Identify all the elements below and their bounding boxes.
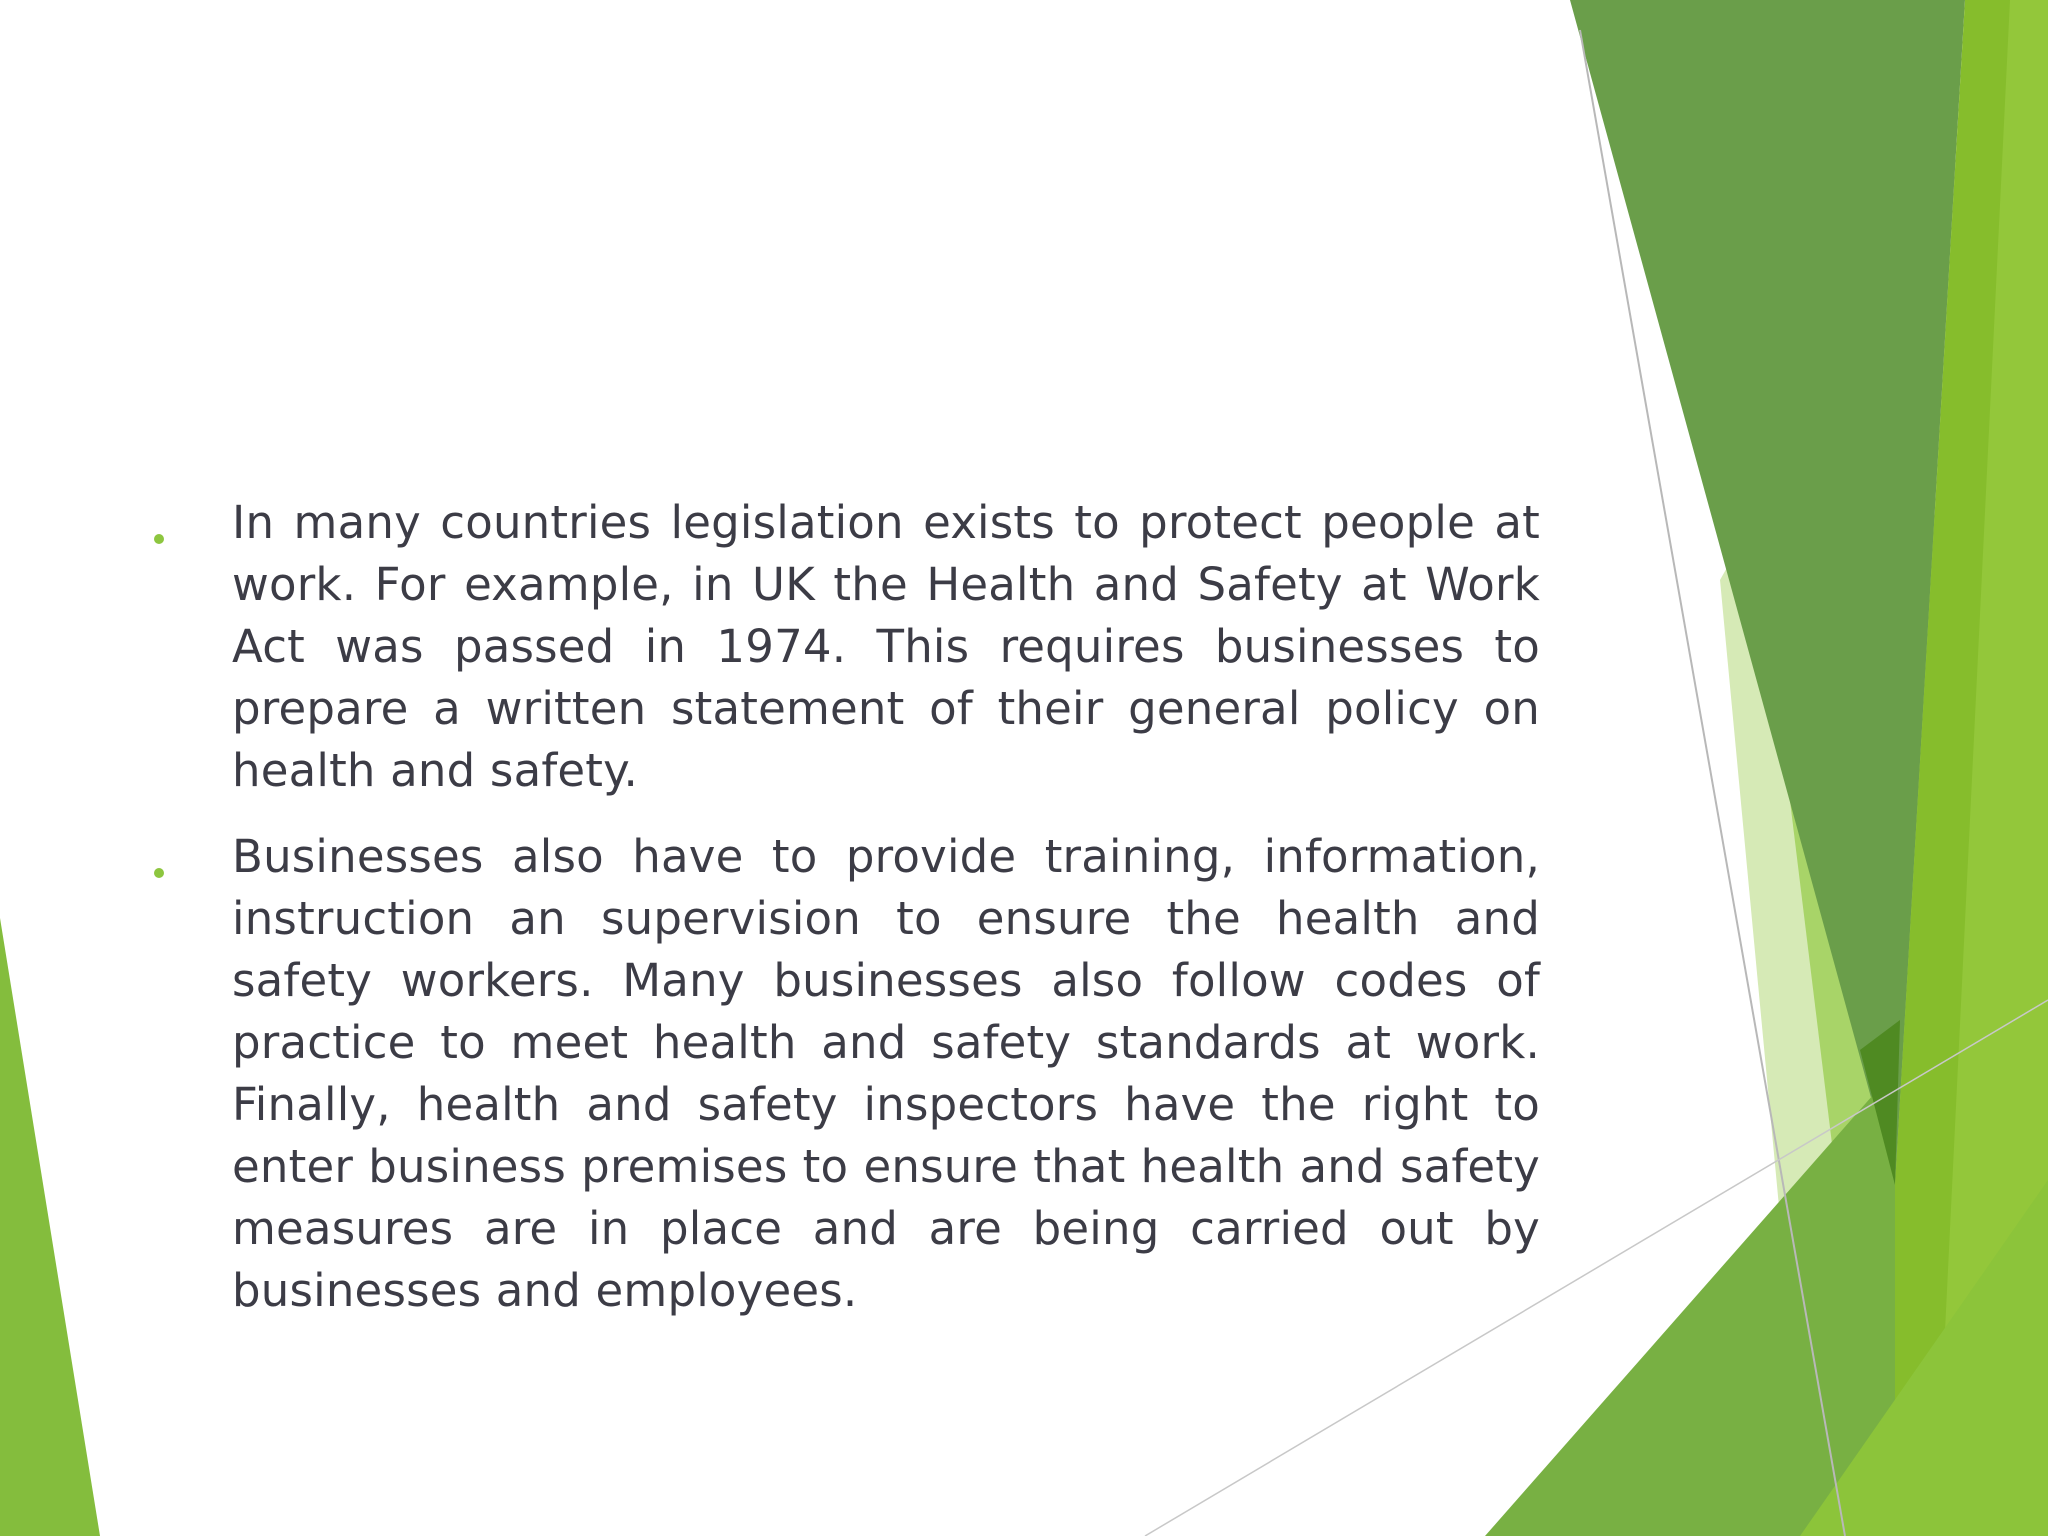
bullet-text: Businesses also have to provide training, information, instruction an supervision to ensure the health and safety workers. Many businesses also follow codes of practice to meet health and safety standards at work. Finally, health and safety inspectors have the right to enter business premises to ensure that health and safety measures are in place and are being carried out by businesses and employees. xyxy=(232,830,1540,1317)
left-green-wedge xyxy=(0,918,100,1536)
bullet-item xyxy=(150,492,1540,802)
bullet-dot-icon xyxy=(154,492,168,554)
bullet-text: In many countries legislation exists to protect people at work. For example, in UK the Health and Safety at Work Act was passed in 1974. This requires businesses to prepare a written statement of their general policy on health and safety. xyxy=(232,496,1540,797)
bullet-list xyxy=(150,492,1540,1346)
bullet-dot-icon xyxy=(154,826,168,888)
bullet-item xyxy=(150,826,1540,1322)
